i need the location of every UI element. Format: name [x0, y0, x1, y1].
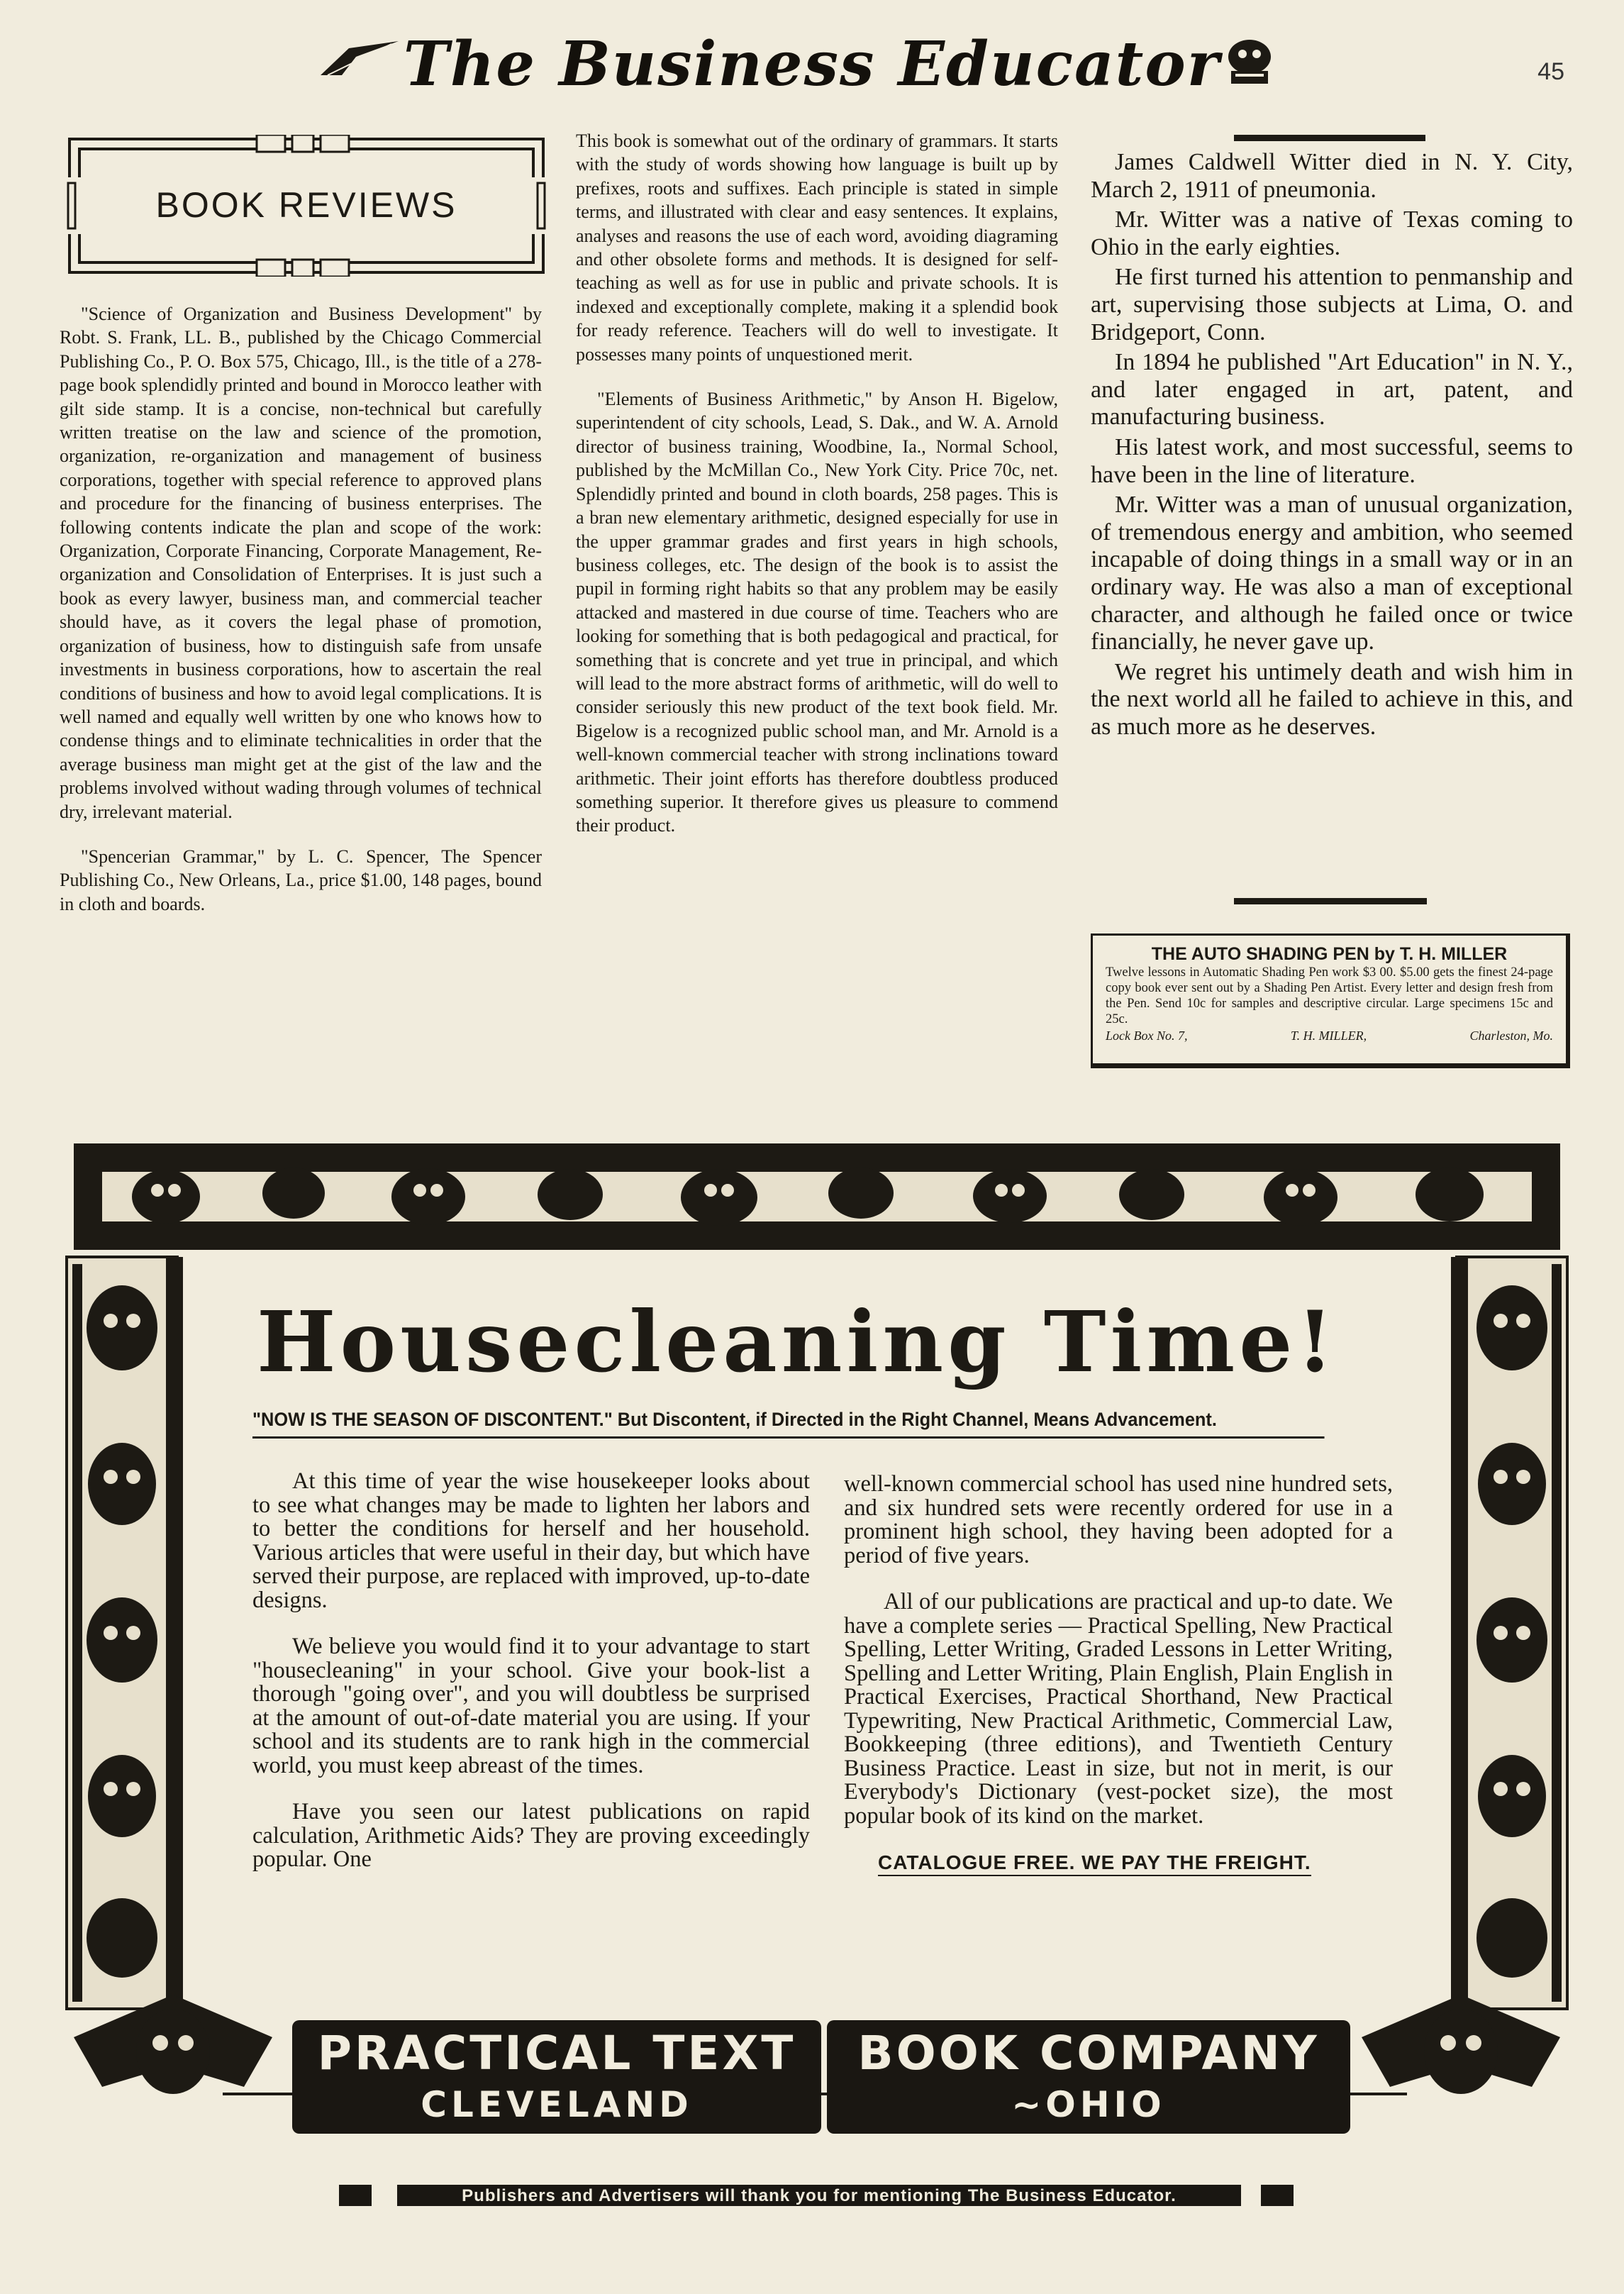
book-reviews-heading: BOOK REVIEWS — [155, 185, 457, 225]
banner-ohio: ~OHIO — [1011, 2084, 1166, 2125]
shading-pen-ad-box: Lock Box No. 7, — [1106, 1029, 1188, 1043]
ad-paragraph: At this time of year the wise housekeeper looks about to see what changes may be made to lighten her labors and to better the conditions for herself and her household. Various articles that were useful in their day, but which have served their purpose, are replaced with improved, up-to-date designs. — [252, 1468, 811, 1613]
review-spencerian-grammar-intro: "Spencerian Grammar," by L. C. Spencer, The Spencer Publishing Co., New Orleans, La., price $1.00, 148 pages, bound in cloth and boards. — [60, 846, 542, 914]
footer-bar — [397, 2185, 1241, 2206]
obituary-paragraph: James Caldwell Witter died in N. Y. City, March 2, 1911 of pneumonia. — [1091, 149, 1573, 203]
obituary-paragraph: We regret his untimely death and wish him in the next world all he failed to achieve in this, and as much more as he deserves. — [1091, 658, 1573, 740]
review-business-arithmetic: "Elements of Business Arithmetic," by Anson H. Bigelow, superintendent of city schools, Lead, S. Dak., and W. A. Arnold director of business training, Woodbine, Ia., Normal School, published by the McMillan Co., New York City. Price 70c, net. Splendidly printed and bound in cloth boards, 258 pages. This is a bran new elementary arithmetic, designed especially for use in the upper grammar grades and first years in high schools, business colleges, etc. The design of the book is to assist the pupil in forming right habits so that any problem may be easily attacked and mastered in due course of time. Teachers who are looking for something that is both pedagogical and practical, for something that is concrete and yet true in principal, and which will lead to the more abstract forms of arithmetic, will do well to consider seriously this new product of the text book field. Mr. Bigelow is a recognized public school man, and Mr. Arnold is a well-known commercial teacher with strong inclinations toward arithmetic. Their joint efforts has therefore doubtless produced something superior. It therefore gives us pleasure to commend their product. — [576, 389, 1058, 836]
review-spencerian-grammar-cont: This book is somewhat out of the ordinary of grammars. It starts with the study of words showing how language is built up by prefixes, roots and suffixes. Each principle is stated in simple terms, and illustrated with clear and easy sentences. It explains, analyses and reasons the use of each word, avoiding diagraming and other obsolete forms and methods. It is designed for self-teaching as well as for use in public and private schools. It is indexed and exceptionally complete, making it a splendid book for ready reference. Teachers will do well to investigate. It possesses many points of unquestioned merit. — [576, 131, 1058, 365]
obituary-paragraph: He first turned his attention to penmanship and art, supervising those subjects at Lima, O. and Bridgeport, Conn. — [1091, 264, 1573, 345]
banner-book-company: BOOK COMPANY — [857, 2026, 1320, 2080]
obituary-column — [1091, 149, 1573, 743]
shading-pen-ad-name: T. H. MILLER, — [1290, 1029, 1367, 1043]
footer-block-left — [339, 2185, 372, 2206]
section-rule — [1234, 898, 1427, 904]
housecleaning-headline: Housecleaning Time! — [257, 1292, 1338, 1391]
shading-pen-ad-place: Charleston, Mo. — [1469, 1029, 1553, 1043]
review-science-of-organization: "Science of Organization and Business Development" by Robt. S. Frank, LL. B., published by the Chicago Commercial Publishing Co., P. O. Box 575, Chicago, Ill., is the title of a 278-page book splendidly printed and bound in Morocco leather with gilt side stamp. It is a concise, non-technical but carefully written treatise on the law and science of the promotion, organization, re-organization and management of business corporations, together with special reference to approved plans and procedure for the financing of business enterprises. The following contents indicate the plan and scope of the work: Organization, Corporate Financing, Corporate Management, Re-organization and Consolidation of Enterprises. It is just such a book as every lawyer, business man, and commercial teacher should have, as it covers the legal phase of promotion, organization of business, how to distinguish safe from unsafe investments in business corporations, how to ascertain the real conditions of business and how to avoid legal complications. It is well named and equally well written by one who knows how to condense things and to eliminate technicalities in order that the average business man might get at the gist of the law and the problems involved without wading through volumes of technical dry, irrelevant material. — [60, 304, 542, 822]
footer-block-right — [1261, 2185, 1294, 2206]
ad-column-2 — [844, 1473, 1393, 1876]
obituary-paragraph: In 1894 he published "Art Education" in N. Y., and later engaged in art, patent, and manufacturing business. — [1091, 349, 1573, 431]
obituary-paragraph: Mr. Witter was a native of Texas coming to Ohio in the early eighties. — [1091, 206, 1573, 260]
obituary-paragraph: His latest work, and most successful, seems to have been in the line of literature. — [1091, 433, 1573, 488]
ad-column-1 — [252, 1470, 810, 1895]
banner-cleveland: CLEVELAND — [421, 2084, 693, 2125]
footer-text: Publishers and Advertisers will thank you for mentioning The Business Educator. — [462, 2186, 1177, 2205]
ad-paragraph: We believe you would find it to your advantage to start "housecleaning" in your school. Give your book-list a thorough "going over", and you will doubtless be surprised at the amount of out-of-date material you are using. If your school and its students are to rank high in the commercial world, you must keep abreast of the times. — [252, 1634, 810, 1778]
ad-paragraph: Have you seen our latest publications on rapid calculation, Arithmetic Aids? They are proving exceedingly popular. One — [252, 1799, 810, 1872]
page-number: 45 — [1537, 58, 1564, 85]
book-reviews-column-1 — [60, 302, 542, 937]
shading-pen-ad-signature — [1106, 1029, 1553, 1043]
shading-pen-ad — [1091, 933, 1570, 1068]
housecleaning-subhead: "NOW IS THE SEASON OF DISCONTENT." But Discontent, if Directed in the Right Channel, Means Advancement. — [252, 1409, 1325, 1439]
obituary-paragraph: Mr. Witter was a man of unusual organization, of tremendous energy and ambition, who seemed incapable of doing things in a small way or in an ordinary way. He was also a man of exceptional character, and although he failed once or twice financially, he never gave up. — [1091, 492, 1573, 655]
ad-paragraph: All of our publications are practical and up-to date. We have a complete series — Practical Spelling, New Practical Spelling, Letter Writing, Graded Lessons in Letter Writing, Spelling and Letter Writing, Plain English, Plain English in Practical Exercises, Practical Shorthand, New Practical Typewriting, New Practical Arithmetic, Commercial Law, Bookkeeping (three editions), and Twentieth Century Business Practice. Least in size, but not in merit, is our Everybody's Dictionary (vest-pocket size), the most popular book of its kind on the market. — [844, 1589, 1393, 1829]
ad-paragraph: well-known commercial school has used nine hundred sets, and six hundred sets were recently ordered for use in a prominent high school, they having been adopted for a period of five years. — [844, 1471, 1393, 1568]
section-rule — [1234, 135, 1425, 141]
book-reviews-column-2 — [576, 129, 1058, 859]
book-reviews-heading-box — [65, 135, 547, 277]
company-banner-left — [292, 2020, 821, 2134]
shading-pen-ad-text: Twelve lessons in Automatic Shading Pen work $3 00. $5.00 gets the finest 24-page copy book ever sent out by a Shading Pen Artist. Every letter and design fresh from the Pen. Send 10c for samples and descriptive circular. Large specimens 15c and 25c. — [1106, 965, 1553, 1026]
emblem-icon — [1221, 35, 1278, 93]
banner-practical-text: PRACTICAL TEXT — [317, 2026, 796, 2080]
catalogue-free-line: CATALOGUE FREE. WE PAY THE FREIGHT. — [878, 1851, 1311, 1876]
company-banner-right — [827, 2020, 1350, 2134]
shading-pen-ad-title: THE AUTO SHADING PEN by T. H. MILLER — [1151, 944, 1508, 964]
masthead-title: The Business Educator — [403, 28, 1221, 100]
